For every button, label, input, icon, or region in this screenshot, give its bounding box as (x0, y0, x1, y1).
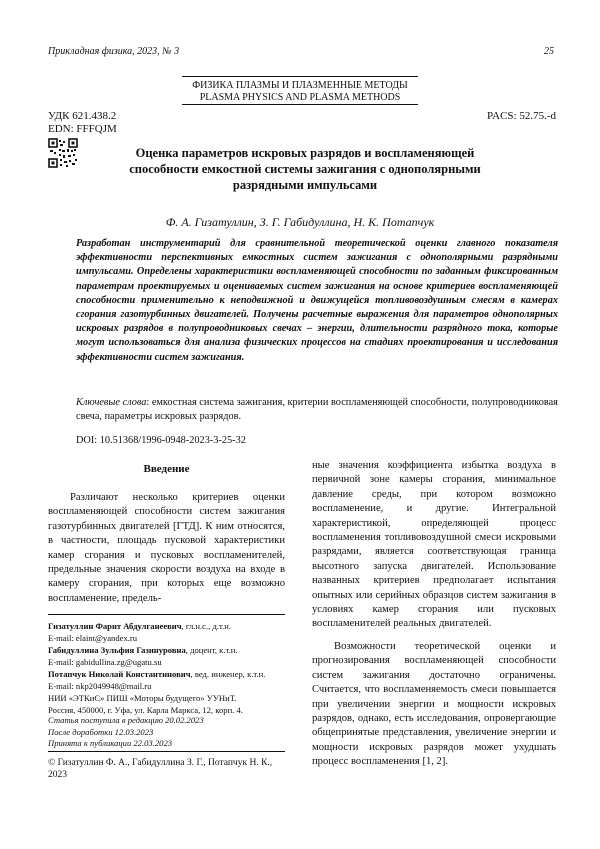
edn-code: EDN: FFFQJM (48, 123, 117, 135)
section-rule-top (182, 76, 418, 77)
article-authors: Ф. А. Гизатуллин, З. Г. Габидуллина, Н. К. Потапчук (165, 215, 435, 229)
right-column (312, 459, 556, 770)
intro-paragraph-2: Возможности теоретической оценки и прогнозирования воспламеняющей способности систем зажигания достаточно ограничены. Считается, что воспламеняемость смеси повышается при увеличении энергии и мощности искровых разрядов, однако, есть исследования, опровергающие общепринятые представления, увеличение энергии и мощности искровых разрядов может ухудшать процесс воспламенения [1, 2]. (312, 640, 556, 768)
copyright: © Гизатуллин Ф. А., Габидуллина З. Г., Потапчук Н. К., 2023 (48, 758, 273, 780)
author-1-name: Гизатуллин Фарит Абдулганеевич (48, 621, 182, 631)
journal-header: Прикладная физика, 2023, № 3 (48, 46, 180, 57)
left-column (48, 463, 285, 606)
article-dates (48, 715, 288, 750)
author-1-role: , гл.н.с., д.т.н. (181, 621, 231, 631)
doi-link[interactable]: DOI: 10.51368/1996-0948-2023-3-25-32 (76, 435, 246, 446)
section-rule-bottom (182, 104, 418, 105)
date-revised: После доработки 12.03.2023 (48, 726, 154, 737)
author-2-name: Габидуллина Зульфия Газинуровна (48, 645, 186, 655)
intro-paragraph-1: Различают несколько критериев оценки воспламеняющей способности систем зажигания газотурбинных двигателей [ГТД]. К ним относятся, в частности, площадь пусковой характеристики камер сгорания и пусковых воспламенителей, предельные значения скорости воздуха на входе в камеру сгорания, при которых еще возможно воспламенение, предель- (48, 492, 285, 604)
author-3 (48, 668, 288, 680)
keywords (76, 396, 558, 424)
author-affiliations (48, 620, 288, 716)
keywords-label: Ключевые слова (76, 397, 147, 408)
udk-code: УДК 621.438.2 (48, 110, 117, 122)
section-heading-ru: ФИЗИКА ПЛАЗМЫ И ПЛАЗМЕННЫЕ МЕТОДЫ (192, 80, 408, 91)
udk-block (48, 110, 117, 136)
introduction-heading: Введение (143, 463, 190, 475)
organization: НИИ «ЭТКиС» ПИШ «Моторы будущего» УУНиТ. (48, 693, 237, 703)
footnote-rule (48, 614, 285, 615)
author-1-email[interactable]: E-mail: elaint@yandex.ru (48, 633, 138, 643)
article-title: Оценка параметров искровых разрядов и воспламеняющей способности емкостной системы зажигания с однополярными разрядными импульсами (129, 146, 481, 192)
intro-paragraph-1-cont: ные значения коэффициента избытка воздуха в первичной зоне камеры сгорания, минимальное давление среды, при котором возможно воспламенение, и другие. Интегральной характеристикой, определяющей процесс воспламенения топливовоздушной смеси искровыми разрядами, является соответствующая граница высотного запуска двигателей. Использование названных критериев предполагает испытания опытных или серийных образцов систем зажигания в условиях камер сгорания или пусковых воспламенителей реальных двигателей. (312, 460, 556, 630)
section-heading (0, 80, 600, 104)
page-number: 25 (544, 46, 554, 57)
abstract: Разработан инструментарий для сравнительной теоретической оценки главного показателя эффективности перспективных емкостных систем зажигания с однополярными разрядными импульсами. Определены характеристики воспламеняющей способности по заданным фиксированным параметрам проектируемых и оцениваемых систем зажигания на основе критериев воспламеняющей способности применительно к неподвижной и движущейся топливовоздушным смесям в камерах сгорания газотурбинных двигателей. Получены расчетные выражения для параметров однополярных искровых разрядов в полупроводниковых свечах – энергии, длительности разрядного тока, которые могут использоваться для анализа физических процессов на стадиях проектирования и исследования эффективности систем зажигания. (76, 238, 558, 363)
author-1 (48, 620, 288, 632)
address: Россия, 450000, г. Уфа, ул. Карла Маркса, 12, корп. 4. (48, 705, 243, 715)
author-3-name: Потапчук Николай Константинович (48, 669, 191, 679)
author-2-role: , доцент, к.т.н. (185, 645, 238, 655)
author-3-role: , вед. инженер, к.т.н. (190, 669, 266, 679)
author-2 (48, 644, 288, 656)
author-2-email[interactable]: E-mail: gabidullina.zg@ugatu.su (48, 657, 162, 667)
date-accepted: Принята к публикации 22.03.2023 (48, 738, 173, 748)
pacs-code: PACS: 52.75.-d (487, 110, 556, 122)
section-heading-en: PLASMA PHYSICS AND PLASMA METHODS (199, 92, 401, 103)
author-3-email[interactable]: E-mail: nkp2049948@mail.ru (48, 681, 152, 691)
keywords-text: : емкостная система зажигания, критерии воспламеняющей способности, полупроводниковая свеча, параметры искровых разрядов. (76, 397, 558, 422)
date-received: Статья поступила в редакцию 20.02.2023 (48, 715, 204, 725)
copyright-rule (48, 751, 285, 752)
qr-code-icon (48, 138, 78, 168)
